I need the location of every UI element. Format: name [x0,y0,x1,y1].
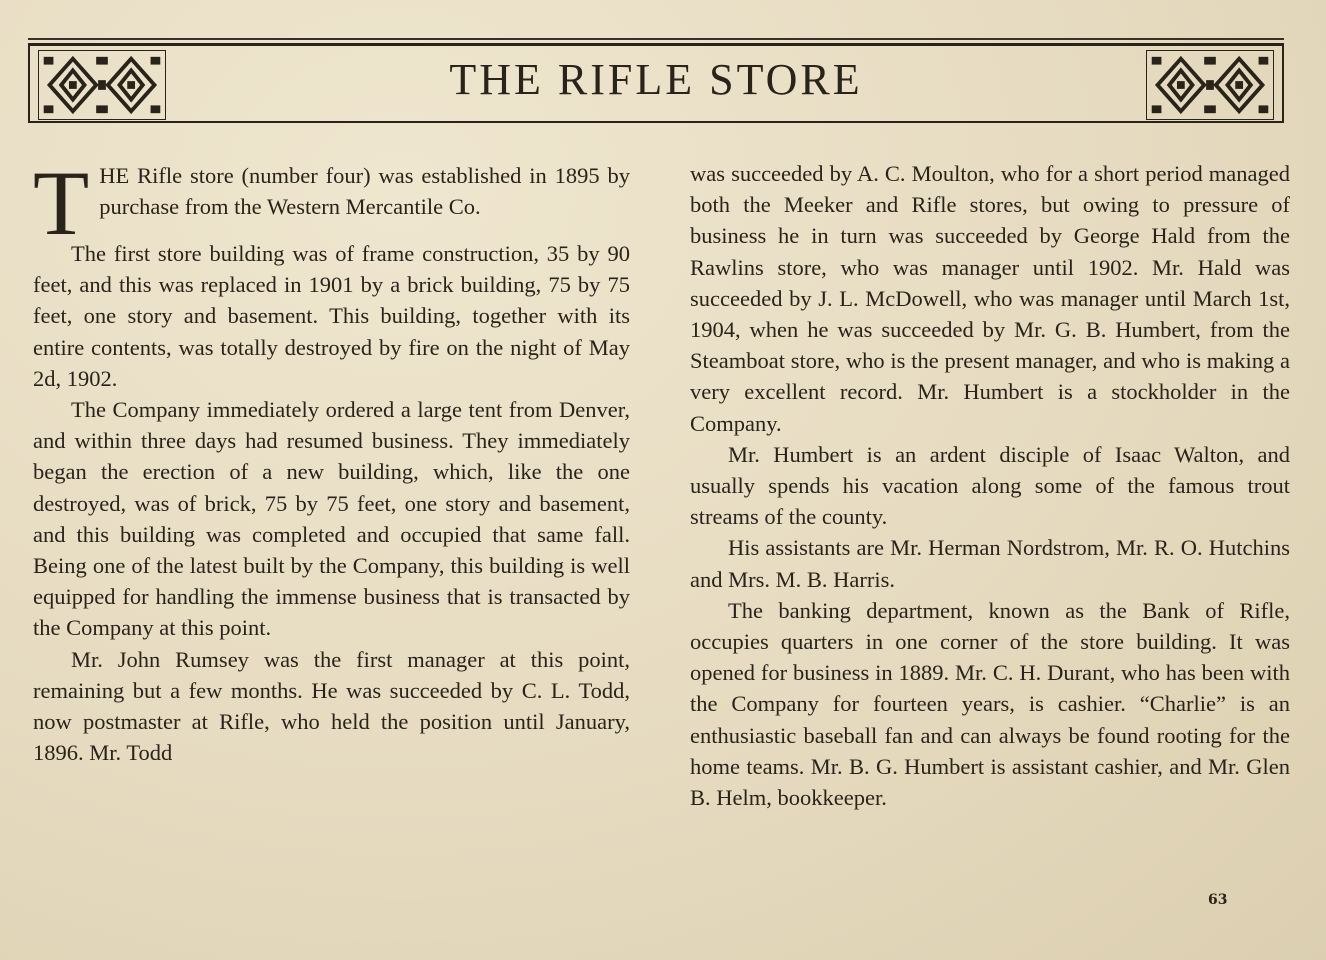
header-band [28,43,1284,123]
left-column [33,152,630,768]
paragraph-succession: was succeeded by A. C. Moulton, who for a short period managed both the Meeker and Rifle stores, but owing to pressure of business he in turn was succeeded by George Hald from the Rawlins store, who was manager until 1902. Mr. Hald was succeeded by J. L. McDowell, who was manager until March 1st, 1904, when he was succeeded by Mr. G. B. Humbert, from the Steamboat store, who is the present manager, and who is making a very excellent record. Mr. Humbert is a stockholder in the Company. [690,161,1290,436]
ornament-right-icon [1146,50,1274,120]
ornament-right-graphic [1147,51,1273,119]
paragraph-tent: The Company immediately ordered a large tent from Denver, and within three days had resumed business. They immediately began the erection of a new building, which, like the one destroyed, was of brick, 75 by 75 feet, one story and basement, and this building was completed and occupied that same fall. Being one of the latest built by the Company, this building is well equipped for handling the immense business that is transacted by the Company at this point. [33,397,630,641]
page-number: 63 [1208,892,1228,908]
ornament-left-graphic [39,51,165,119]
paragraph-bank: The banking department, known as the Bank of Rifle, occupies quarters in one corner of the store building. It was opened for business in 1889. Mr. C. H. Durant, who has been with the Company for fourteen years, is cashier. “Charlie” is an enthusiastic baseball fan and can always be found rooting for the home teams. Mr. B. G. Humbert is assistant cashier, and Mr. Glen B. Helm, bookkeeper. [690,597,1290,811]
paragraph-assistants: His assistants are Mr. Herman Nordstrom, Mr. R. O. Hutchins and Mrs. M. B. Harris. [690,535,1290,592]
paragraph-intro-text: HE Rifle store (number four) was established in 1895 by purchase from the Western Mercantile Co. [99,163,630,220]
paragraph-managers: Mr. John Rumsey was the first manager at this point, remaining but a few months. He was succeeded by C. L. Todd, now postmaster at Rifle, who held the position until January, 1896. Mr. Todd [33,646,630,766]
right-column [690,158,1290,813]
paragraph-walton: Mr. Humbert is an ardent disciple of Isaac Walton, and usually spends his vacation along some of the famous trout streams of the county. [690,441,1290,530]
paragraph-first-building: The first store building was of frame construction, 35 by 90 feet, and this was replaced in 1901 by a brick building, 75 by 75 feet, one story and basement. This building, together with its entire contents, was totally destroyed by fire on the night of May 2d, 1902. [33,241,630,391]
page-title: THE RIFLE STORE [449,55,863,104]
paragraph-intro [33,152,630,254]
drop-cap: T [33,152,90,254]
ornament-left-icon [38,50,166,120]
